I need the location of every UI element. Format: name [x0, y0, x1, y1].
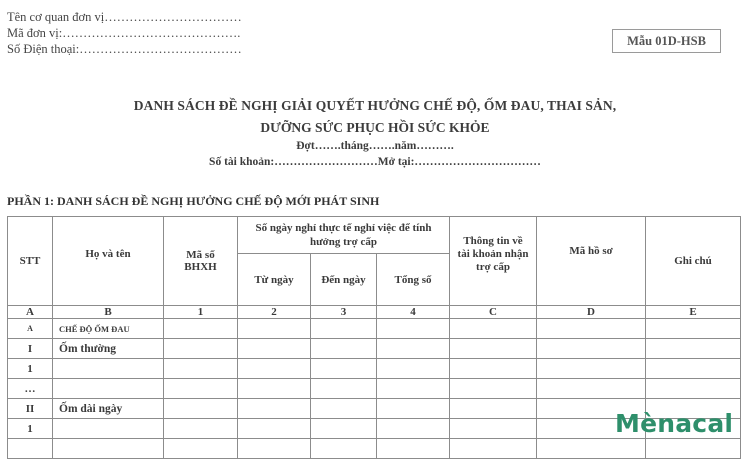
- table-row: [8, 319, 741, 339]
- code-cell: D: [537, 306, 646, 319]
- empty-cell: [377, 379, 450, 399]
- empty-cell: [164, 319, 238, 339]
- row-stt: 1: [8, 359, 53, 379]
- empty-cell: [450, 339, 537, 359]
- row-stt: II: [8, 399, 53, 419]
- empty-cell: [377, 439, 450, 459]
- row-stt: …: [8, 379, 53, 399]
- row-name: [53, 359, 164, 379]
- empty-cell: [311, 339, 377, 359]
- table-row: [8, 359, 741, 379]
- code-cell: A: [8, 306, 53, 319]
- header-file-code: Mã hồ sơ: [537, 217, 646, 306]
- empty-cell: [646, 439, 741, 459]
- code-cell: 2: [238, 306, 311, 319]
- empty-cell: [164, 379, 238, 399]
- empty-cell: [537, 439, 646, 459]
- empty-cell: [450, 399, 537, 419]
- row-name: Ốm thường: [53, 339, 164, 359]
- header-total: Tổng số: [377, 254, 450, 306]
- table-row: [8, 439, 741, 459]
- empty-cell: [537, 359, 646, 379]
- organization-info: [7, 9, 242, 57]
- empty-cell: [164, 439, 238, 459]
- empty-cell: [164, 419, 238, 439]
- empty-cell: [646, 319, 741, 339]
- header-days-group: Số ngày nghỉ thực tế nghỉ việc để tính hưởng trợ cấp: [238, 217, 450, 254]
- code-cell: E: [646, 306, 741, 319]
- empty-cell: [164, 359, 238, 379]
- document-title-line2: DƯỠNG SỨC PHỤC HỒI SỨC KHỎE: [260, 120, 490, 135]
- empty-cell: [311, 379, 377, 399]
- empty-cell: [311, 419, 377, 439]
- empty-cell: [311, 399, 377, 419]
- empty-cell: [238, 379, 311, 399]
- document-title-line1: DANH SÁCH ĐỀ NGHỊ GIẢI QUYẾT HƯỞNG CHẾ ĐỘ, ỐM ĐAU, THAI SẢN,: [133, 98, 617, 113]
- empty-cell: [238, 399, 311, 419]
- row-name: [53, 419, 164, 439]
- table-row: [8, 339, 741, 359]
- table-row: [8, 379, 741, 399]
- row-stt: I: [8, 339, 53, 359]
- header-from-date: Từ ngày: [238, 254, 311, 306]
- empty-cell: [646, 379, 741, 399]
- empty-cell: [238, 339, 311, 359]
- empty-cell: [377, 319, 450, 339]
- header-row-top: [8, 217, 741, 254]
- org-name-field: Tên cơ quan đơn vị……………………………: [7, 10, 242, 24]
- empty-cell: [53, 439, 164, 459]
- empty-cell: [164, 339, 238, 359]
- empty-cell: [238, 319, 311, 339]
- empty-cell: [238, 419, 311, 439]
- header-note: Ghi chú: [646, 217, 741, 306]
- empty-cell: [311, 359, 377, 379]
- org-code-field: Mã đơn vị:…………………………………….: [7, 26, 241, 40]
- account-line: Số tài khoản:………………………Mở tại:……………………………: [209, 156, 541, 168]
- row-stt: 1: [8, 419, 53, 439]
- code-cell: 3: [311, 306, 377, 319]
- row-name: [53, 379, 164, 399]
- empty-cell: [450, 439, 537, 459]
- empty-cell: [537, 339, 646, 359]
- empty-cell: [164, 399, 238, 419]
- empty-cell: [537, 379, 646, 399]
- empty-cell: [238, 359, 311, 379]
- empty-cell: [238, 439, 311, 459]
- brand-watermark-logo: Mènacal: [615, 409, 734, 438]
- row-name: Ốm dài ngày: [53, 399, 164, 419]
- empty-cell: [450, 319, 537, 339]
- empty-cell: [377, 359, 450, 379]
- empty-cell: [377, 399, 450, 419]
- empty-cell: [537, 319, 646, 339]
- phone-field: Số Điện thoại:…………………………………: [7, 42, 242, 56]
- header-bhxh: Mã số BHXH: [164, 217, 238, 306]
- row-stt: A: [8, 319, 53, 339]
- empty-cell: [646, 359, 741, 379]
- empty-cell: [311, 439, 377, 459]
- header-to-date: Đến ngày: [311, 254, 377, 306]
- empty-cell: [377, 339, 450, 359]
- header-name: Họ và tên: [53, 217, 164, 306]
- code-cell: 1: [164, 306, 238, 319]
- empty-cell: [646, 339, 741, 359]
- section-title: PHẦN 1: DANH SÁCH ĐỀ NGHỊ HƯỞNG CHẾ ĐỘ MỚI PHÁT SINH: [7, 194, 380, 208]
- empty-cell: [377, 419, 450, 439]
- form-code-badge: Mẫu 01D-HSB: [612, 29, 721, 53]
- empty-cell: [311, 319, 377, 339]
- empty-cell: [450, 359, 537, 379]
- header-account-info: Thông tin về tài khoản nhận trợ cấp: [450, 217, 537, 306]
- empty-cell: [450, 419, 537, 439]
- code-cell: C: [450, 306, 537, 319]
- empty-cell: [450, 379, 537, 399]
- period-line: Đợt…….tháng…….năm……….: [296, 140, 454, 152]
- code-cell: B: [53, 306, 164, 319]
- code-cell: 4: [377, 306, 450, 319]
- empty-cell: [8, 439, 53, 459]
- header-stt: STT: [8, 217, 53, 306]
- column-code-row: [8, 306, 741, 319]
- row-name: CHẾ ĐỘ ỐM ĐAU: [53, 319, 164, 339]
